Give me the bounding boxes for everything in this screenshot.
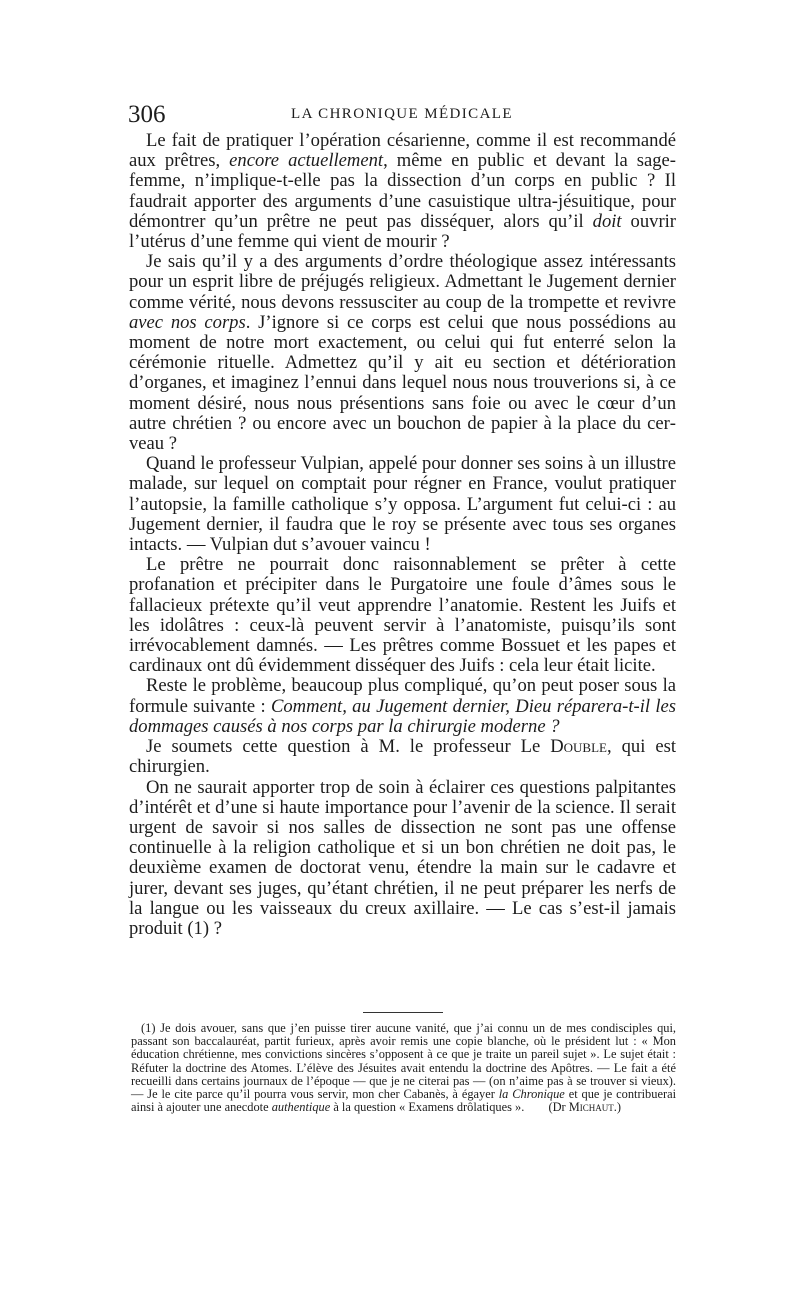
running-title: LA CHRONIQUE MÉDICALE [291, 106, 513, 122]
signature-prefix: (Dr [548, 1100, 569, 1115]
italic-phrase: encore actuellement [229, 150, 384, 172]
footnote-segment: (1) Je dois avouer, sans que j’en puisse tirer aucune vanité, que j’ai connu un de mes condisciples qui, passant son baccalauréat, partit furieux, après avoir remis une copie blanche, où le président lut : « Mon éducation chrétienne, mes convictions sincères s’opposent à ce que je traite un pareil sujet ». Le sujet était : Réfuter la doctrine des Atomes. L’élève des Jésuites avait entendu la doctrine des Apôtres. — Le fait a été recueilli dans certains journaux de l’époque — que je ne citerai pas — (on n’aime pas à se trouver si vieux). — Je le cite parce qu’il pourra vous servir, mon cher Cabanès, à égayer [131, 1021, 676, 1102]
paragraph-problem [129, 676, 676, 737]
italic-phrase: doit [592, 210, 622, 232]
paragraph-priest [129, 555, 676, 676]
page-header [128, 100, 676, 130]
paragraph-question [129, 737, 676, 777]
footnote-segment: et que je contribuerai ainsi à ajouter une anecdote [131, 1087, 677, 1115]
paragraph-text: Le fait de pratiquer l’opération césarienne, comme il est recommandé aux prêtres, [129, 130, 676, 172]
small-caps-name: Double [550, 736, 607, 758]
italic-phrase: authentique [271, 1100, 331, 1115]
paragraph-text: Quand le professeur Vulpian, appelé pour donner ses soins à un illustre malade, sur lequel on comptait pour régner en France, voulut pratiquer l’autopsie, la famille catholique s’y opposa. L’argument fut celui-ci : au Jugement dernier, il faudra que le roy se présente avec tous ses organes intacts. — Vulpian dut s’avouer vaincu ! [129, 453, 676, 556]
footnote-signature [538, 1101, 621, 1114]
footnote-segment: à la question « Examens drôlatiques ». [330, 1100, 525, 1115]
signature-suffix: .) [613, 1100, 621, 1115]
italic-phrase: Comment, au Jugement dernier, Dieu réparera-t-il les dommages causés à nos corps par la chirurgie moderne ? [129, 695, 676, 737]
paragraph-text: Reste le problème, beaucoup plus compliqué, qu’on peut poser sous la formule suivante : [129, 675, 676, 717]
paragraph-theology [129, 252, 676, 454]
paragraph-conclusion [129, 778, 676, 940]
paragraph-cesarean [129, 131, 676, 252]
paragraph-text: Je sais qu’il y a des arguments d’ordre théologique assez intéressants pour un esprit libre de préjugés religieux. Admettant le Jugement dernier comme vérité, nous devons ressusciter au coup de la trompette et revivre [129, 251, 676, 313]
article-body [129, 131, 676, 939]
paragraph-text: , qui est chirurgien. [129, 736, 676, 778]
paragraph-text: ouvrir l’utérus d’une femme qui vient de mourir ? [129, 210, 676, 253]
italic-phrase: la Chronique [498, 1087, 565, 1102]
page-number: 306 [128, 101, 166, 128]
footnote-text [131, 1022, 676, 1114]
paragraph-text: . J’ignore si ce corps est celui que nous possédions au moment de notre mort exactement, ou celui qui fut enterré selon la cérémonie rituelle. Admettez qu’il y ait eu section et détérioration d’organes, et imaginez l’ennui dans lequel nous nous trouverions si, à ce moment désiré, nous nous présentions sans foie ou avec le cœur d’un autre chrétien ? ou encore avec un bouchon de papier à la place du cerveau ? [129, 311, 676, 455]
footnote-separator [363, 1012, 443, 1013]
paragraph-text: , même en public et devant la sage-femme, n’implique-t-elle pas la dissection d’un corps en public ? Il faudrait apporter des arguments d’une casuistique ultra-jésuitique, pour démontrer qu’un prêtre ne peut pas disséquer, alors qu’il [129, 150, 676, 232]
paragraph-text: On ne saurait apporter trop de soin à éclairer ces questions palpitantes d’intérêt et d’une si haute importance pour l’avenir de la science. Il serait urgent de savoir si nos salles de dissection ne sont pas une offense continuelle à la religion catholique et si un bon chrétien ne doit pas, le deuxième examen de doctorat venu, étendre la main sur le cadavre et jurer, devant ses juges, qu’étant chrétien, il ne peut préparer les nerfs de la langue ou les vaisseaux du creux axillaire. — Le cas s’est-il jamais produit (1) ? [129, 776, 676, 939]
italic-phrase: avec nos corps [129, 311, 246, 333]
paragraph-vulpian [129, 454, 676, 555]
footnote [131, 1022, 676, 1114]
paragraph-text: Le prêtre ne pourrait donc raisonnablement se prêter à cette profanation et précipiter dans le Purgatoire une foule d’âmes sous le fallacieux prétexte qu’il veut apprendre l’anatomie. Restent les Juifs et les idolâtres : ceux-là peuvent servir à l’anatomiste, puisqu’ils sont irrévocablement damnés. — Les prêtres comme Bossuet et les papes et cardinaux ont dû évidemment disséquer des Juifs : cela leur était licite. [129, 554, 676, 677]
signature-name: Michaut [568, 1100, 614, 1115]
paragraph-text: Je soumets cette question à M. le professeur Le [146, 736, 551, 758]
